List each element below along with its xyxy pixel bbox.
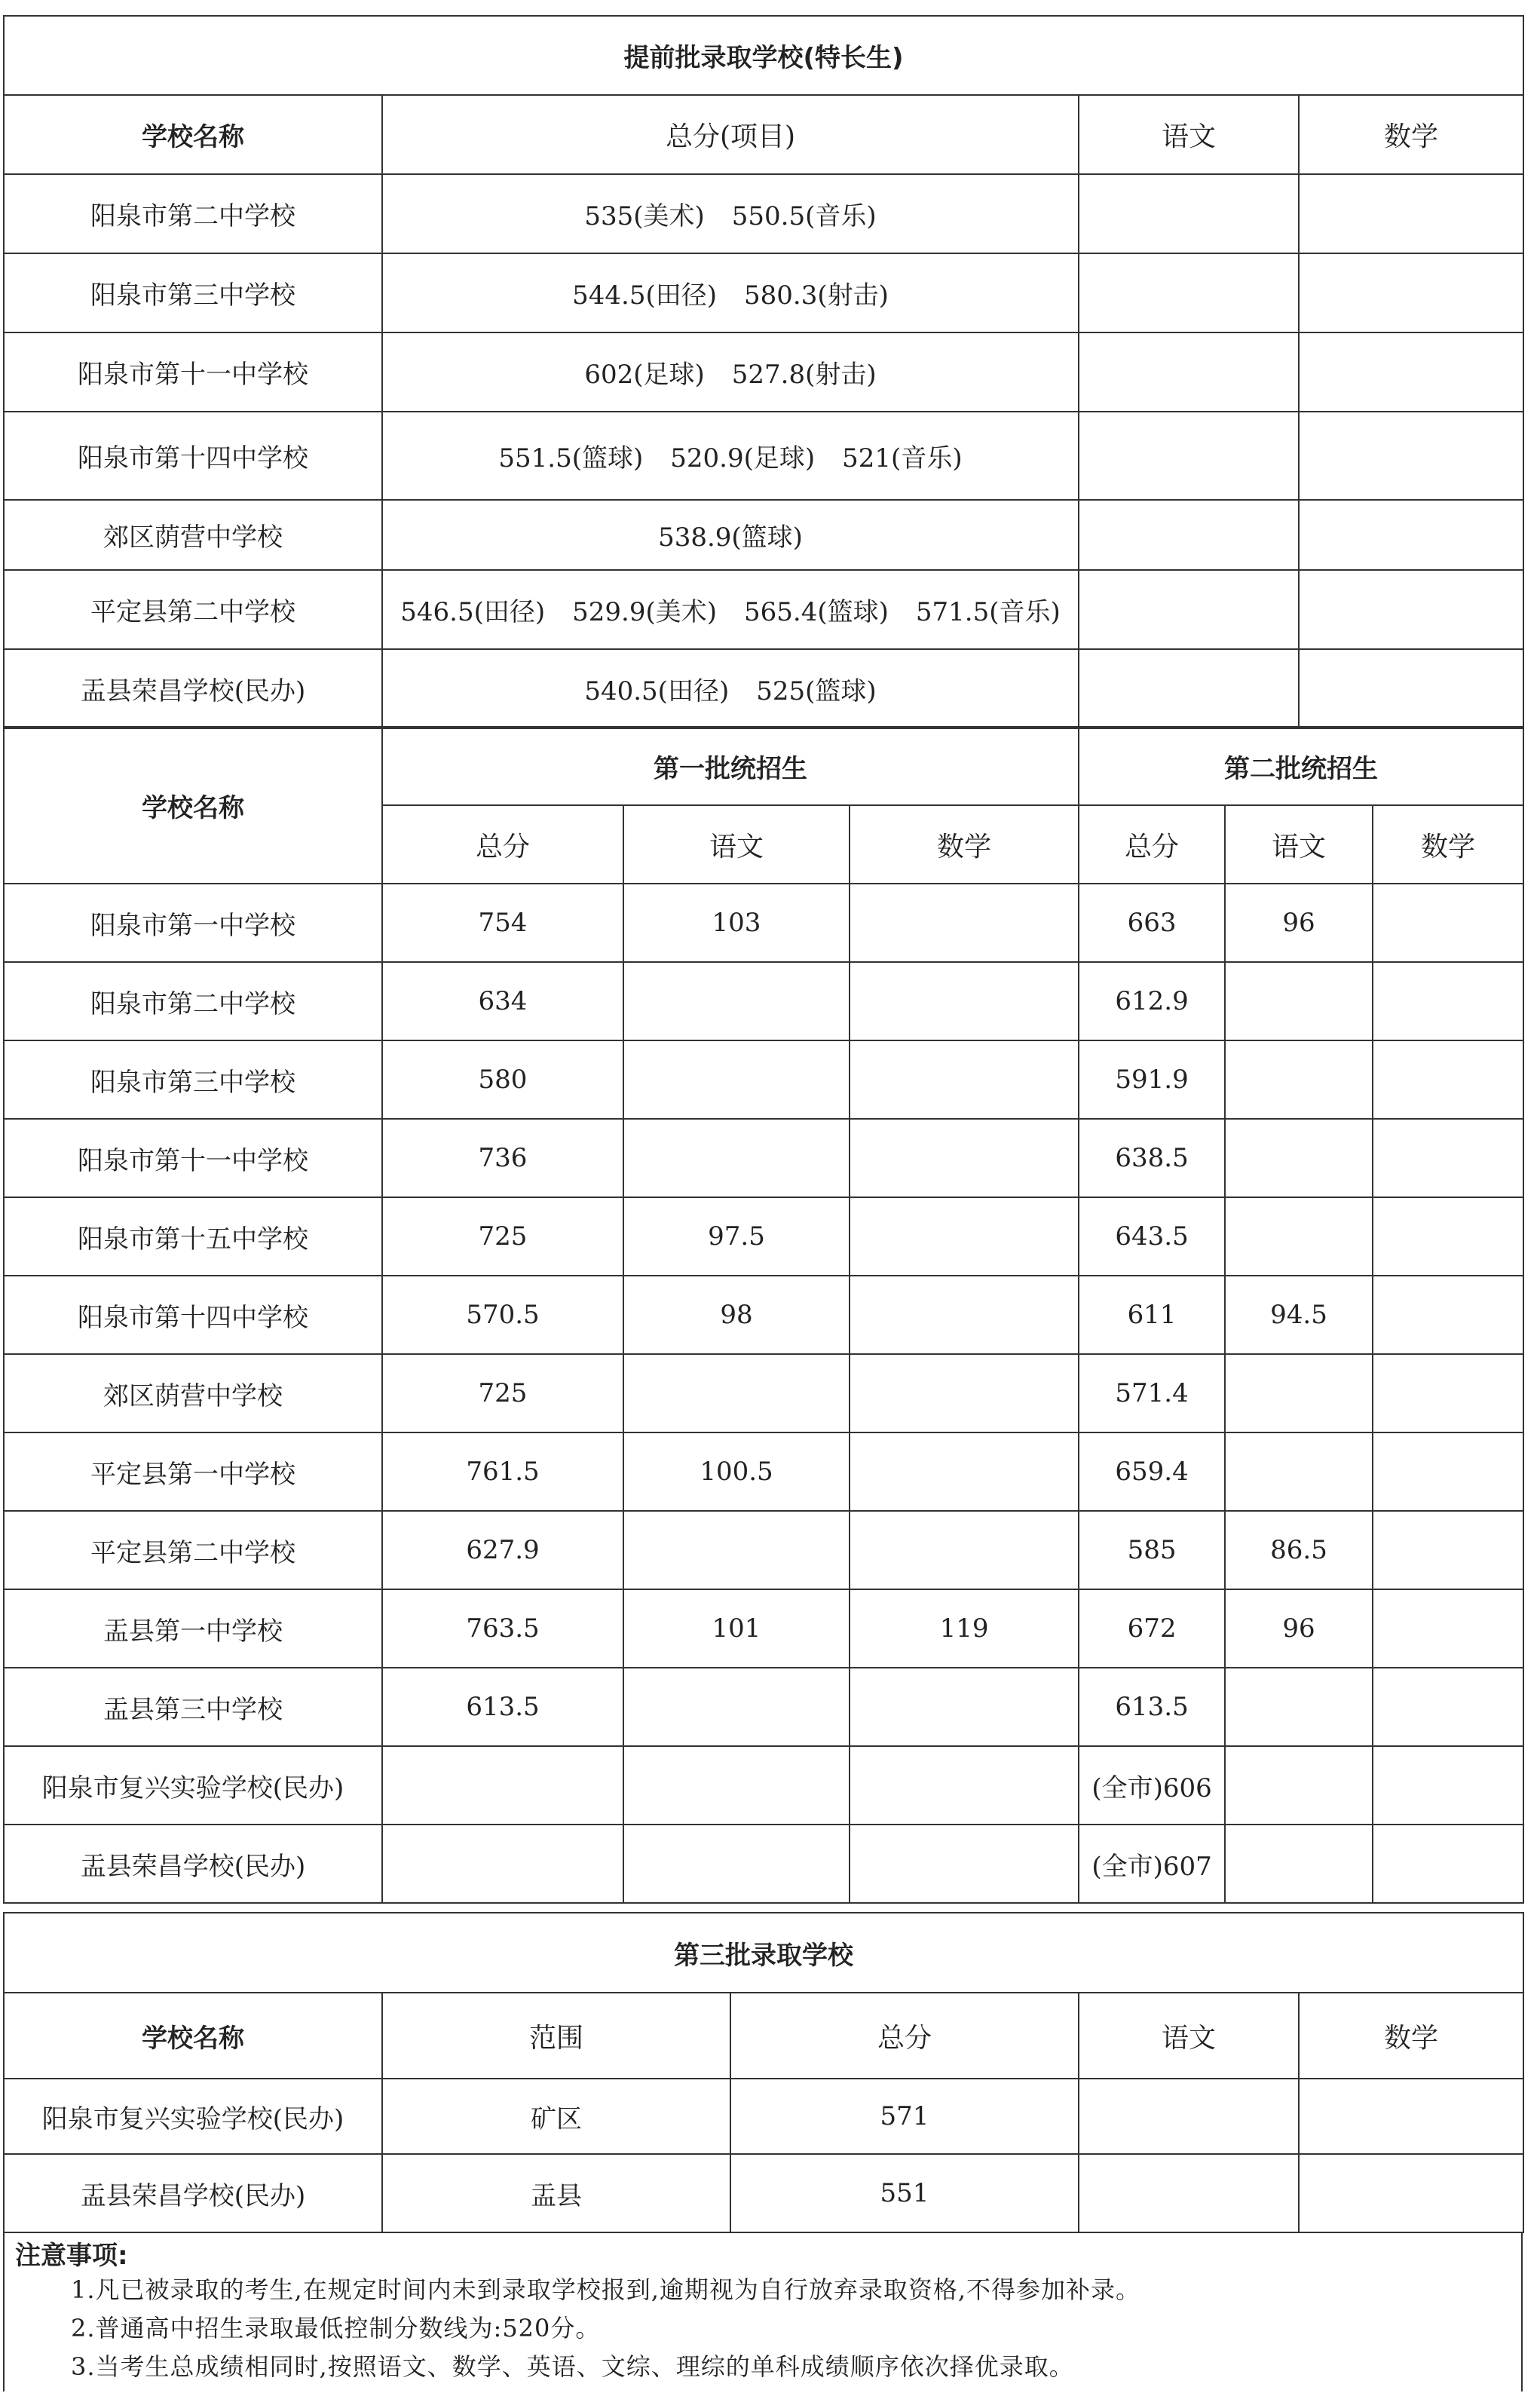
b1-math-cell (850, 1825, 1079, 1903)
b1-chinese-cell (623, 1119, 850, 1197)
math-cell (1299, 2154, 1523, 2232)
score-item: 571.5(音乐) (915, 597, 1061, 627)
header-school: 学校名称 (4, 95, 382, 174)
table-row (4, 1432, 1523, 1511)
school-name: 盂县荣昌学校(民办) (4, 1825, 382, 1903)
math-cell (1299, 500, 1523, 570)
b2-header-chinese: 语文 (1225, 805, 1373, 884)
score-item: 540.5(田径) (584, 676, 730, 706)
b1-math-cell (850, 1276, 1079, 1354)
score-cell (382, 500, 1079, 570)
b2-header-math: 数学 (1373, 805, 1523, 884)
table-row (4, 1276, 1523, 1354)
b2-total-cell: 643.5 (1079, 1197, 1225, 1276)
b1-math-cell (850, 1040, 1079, 1119)
score-cell (382, 253, 1079, 332)
b1-chinese-cell (623, 1825, 850, 1903)
score-cell (382, 649, 1079, 728)
school-name: 阳泉市第二中学校 (4, 174, 382, 253)
header-chinese: 语文 (1079, 1993, 1299, 2079)
section-title: 第三批录取学校 (4, 1913, 1523, 1993)
chinese-cell (1079, 412, 1299, 500)
b2-total-cell: 611 (1079, 1276, 1225, 1354)
regular-batch-table (3, 726, 1524, 1904)
b2-math-cell (1373, 1432, 1523, 1511)
b2-math-cell (1373, 884, 1523, 962)
header-scope: 范围 (382, 1993, 730, 2079)
b2-chinese-cell (1225, 962, 1373, 1040)
school-name: 阳泉市第十一中学校 (4, 1119, 382, 1197)
b1-total-cell: 627.9 (382, 1511, 623, 1589)
table-row (4, 1668, 1523, 1746)
b1-chinese-cell: 100.5 (623, 1432, 850, 1511)
b2-math-cell (1373, 1197, 1523, 1276)
score-item: 529.9(美术) (572, 597, 717, 627)
school-name: 阳泉市第十四中学校 (4, 412, 382, 500)
chinese-cell (1079, 2154, 1299, 2232)
b1-header-math: 数学 (850, 805, 1079, 884)
math-cell (1299, 332, 1523, 412)
b2-math-cell (1373, 1825, 1523, 1903)
header-total: 总分(项目) (382, 95, 1079, 174)
score-item: 544.5(田径) (572, 280, 717, 311)
note-item: 1.凡已被录取的考生,在规定时间内未到录取学校报到,逾期视为自行放弃录取资格,不得参加补录。 (71, 2275, 1141, 2304)
table-row (4, 1197, 1523, 1276)
table-row (4, 174, 1523, 253)
notes-title: 注意事项: (15, 2241, 128, 2271)
score-cell (382, 174, 1079, 253)
score-item: 602(足球) (584, 360, 705, 390)
b1-total-cell: 754 (382, 884, 623, 962)
b1-total-cell (382, 1825, 623, 1903)
header-math: 数学 (1299, 1993, 1523, 2079)
school-name: 盂县第三中学校 (4, 1668, 382, 1746)
math-cell (1299, 253, 1523, 332)
score-item: 520.9(足球) (670, 443, 816, 473)
b1-math-cell (850, 962, 1079, 1040)
b2-math-cell (1373, 1746, 1523, 1825)
score-item: 525(篮球) (756, 676, 877, 706)
scope-cell: 盂县 (382, 2154, 730, 2232)
third-batch-table (3, 1912, 1524, 2233)
b2-chinese-cell (1225, 1746, 1373, 1825)
school-cell: 阳泉市复兴实验学校(民办) (4, 2079, 382, 2154)
school-name: 阳泉市复兴实验学校(民办) (4, 1746, 382, 1825)
b2-chinese-cell: 96 (1225, 1589, 1373, 1668)
b2-total-cell: 613.5 (1079, 1668, 1225, 1746)
b2-math-cell (1373, 1511, 1523, 1589)
b1-chinese-cell (623, 1040, 850, 1119)
b1-math-cell (850, 1119, 1079, 1197)
table-row (4, 1589, 1523, 1668)
b2-math-cell (1373, 1040, 1523, 1119)
b2-math-cell (1373, 1668, 1523, 1746)
score-cell (382, 570, 1079, 649)
table-row (4, 412, 1523, 500)
note-item: 2.普通高中招生录取最低控制分数线为:520分。 (71, 2314, 601, 2342)
total-cell: 551 (730, 2154, 1079, 2232)
school-name: 阳泉市第二中学校 (4, 962, 382, 1040)
score-item: 580.3(射击) (744, 280, 889, 311)
b2-chinese-cell (1225, 1432, 1373, 1511)
school-name: 平定县第二中学校 (4, 1511, 382, 1589)
b1-chinese-cell (623, 1511, 850, 1589)
chinese-cell (1079, 649, 1299, 728)
b2-math-cell (1373, 1589, 1523, 1668)
b1-math-cell (850, 1197, 1079, 1276)
header-math: 数学 (1299, 95, 1523, 174)
score-item: 550.5(音乐) (731, 201, 877, 231)
batch2-title: 第二批统招生 (1079, 727, 1523, 805)
table-row (4, 500, 1523, 570)
school-name: 平定县第二中学校 (4, 570, 382, 649)
b2-header-total: 总分 (1079, 805, 1225, 884)
b1-chinese-cell (623, 962, 850, 1040)
chinese-cell (1079, 174, 1299, 253)
b1-math-cell (850, 1746, 1079, 1825)
school-name: 阳泉市第十一中学校 (4, 332, 382, 412)
b1-math-cell (850, 1354, 1079, 1432)
b2-total-cell: 585 (1079, 1511, 1225, 1589)
school-name: 郊区荫营中学校 (4, 500, 382, 570)
b1-chinese-cell: 97.5 (623, 1197, 850, 1276)
math-cell (1299, 649, 1523, 728)
b2-chinese-cell (1225, 1354, 1373, 1432)
b1-total-cell (382, 1746, 623, 1825)
chinese-cell (1079, 500, 1299, 570)
score-cell (382, 412, 1079, 500)
math-cell (1299, 570, 1523, 649)
school-name: 盂县荣昌学校(民办) (4, 649, 382, 728)
school-name: 阳泉市第三中学校 (4, 253, 382, 332)
b1-math-cell: 119 (850, 1589, 1079, 1668)
b1-total-cell: 736 (382, 1119, 623, 1197)
header-school: 学校名称 (4, 727, 382, 884)
b2-chinese-cell: 86.5 (1225, 1511, 1373, 1589)
b2-total-cell: (全市)606 (1079, 1746, 1225, 1825)
b2-total-cell: 638.5 (1079, 1119, 1225, 1197)
school-name: 盂县第一中学校 (4, 1589, 382, 1668)
total-cell: 571 (730, 2079, 1079, 2154)
b1-chinese-cell (623, 1746, 850, 1825)
b2-math-cell (1373, 1119, 1523, 1197)
b2-total-cell: 672 (1079, 1589, 1225, 1668)
table-row (4, 1354, 1523, 1432)
b1-total-cell: 580 (382, 1040, 623, 1119)
header-total: 总分 (730, 1993, 1079, 2079)
b1-chinese-cell (623, 1668, 850, 1746)
b1-total-cell: 763.5 (382, 1589, 623, 1668)
section-title: 提前批录取学校(特长生) (4, 16, 1523, 95)
b1-chinese-cell: 98 (623, 1276, 850, 1354)
b1-header-total: 总分 (382, 805, 623, 884)
school-name: 阳泉市第十五中学校 (4, 1197, 382, 1276)
batch1-title: 第一批统招生 (382, 727, 1079, 805)
b2-chinese-cell (1225, 1040, 1373, 1119)
table-row (4, 1511, 1523, 1589)
b2-total-cell: 571.4 (1079, 1354, 1225, 1432)
b1-math-cell (850, 884, 1079, 962)
table-row (4, 2079, 1523, 2154)
b1-chinese-cell: 103 (623, 884, 850, 962)
school-name: 阳泉市第三中学校 (4, 1040, 382, 1119)
table-row (4, 1825, 1523, 1903)
table-row (4, 962, 1523, 1040)
b1-chinese-cell (623, 1354, 850, 1432)
b2-total-cell: 612.9 (1079, 962, 1225, 1040)
b2-total-cell: 591.9 (1079, 1040, 1225, 1119)
b1-math-cell (850, 1668, 1079, 1746)
b2-chinese-cell: 94.5 (1225, 1276, 1373, 1354)
table-row (4, 253, 1523, 332)
math-cell (1299, 2079, 1523, 2154)
b2-math-cell (1373, 1276, 1523, 1354)
chinese-cell (1079, 332, 1299, 412)
b1-total-cell: 725 (382, 1354, 623, 1432)
table-row (4, 2154, 1523, 2232)
b1-total-cell: 761.5 (382, 1432, 623, 1511)
score-item: 565.4(篮球) (744, 597, 889, 627)
b2-math-cell (1373, 962, 1523, 1040)
b1-total-cell: 570.5 (382, 1276, 623, 1354)
table-row (4, 1040, 1523, 1119)
table-row (4, 884, 1523, 962)
b1-math-cell (850, 1432, 1079, 1511)
b2-math-cell (1373, 1354, 1523, 1432)
table-row (4, 570, 1523, 649)
header-chinese: 语文 (1079, 95, 1299, 174)
b1-total-cell: 725 (382, 1197, 623, 1276)
b1-total-cell: 613.5 (382, 1668, 623, 1746)
special-talent-table (3, 15, 1524, 729)
b2-chinese-cell (1225, 1668, 1373, 1746)
score-item: 551.5(篮球) (498, 443, 644, 473)
b2-total-cell: 659.4 (1079, 1432, 1225, 1511)
school-name: 平定县第一中学校 (4, 1432, 382, 1511)
b2-chinese-cell (1225, 1825, 1373, 1903)
score-item: 538.9(篮球) (658, 522, 803, 553)
table-row (4, 649, 1523, 728)
chinese-cell (1079, 570, 1299, 649)
b2-chinese-cell: 96 (1225, 884, 1373, 962)
chinese-cell (1079, 2079, 1299, 2154)
b1-math-cell (850, 1511, 1079, 1589)
b2-total-cell: (全市)607 (1079, 1825, 1225, 1903)
table-row (4, 1119, 1523, 1197)
score-cell (382, 332, 1079, 412)
score-item: 535(美术) (584, 201, 705, 231)
b1-chinese-cell: 101 (623, 1589, 850, 1668)
b1-total-cell: 634 (382, 962, 623, 1040)
math-cell (1299, 174, 1523, 253)
school-name: 阳泉市第十四中学校 (4, 1276, 382, 1354)
notes-section (3, 2233, 1523, 2391)
school-name: 郊区荫营中学校 (4, 1354, 382, 1432)
note-item: 3.当考生总成绩相同时,按照语文、数学、英语、文综、理综的单科成绩顺序依次择优录取。 (71, 2352, 1074, 2381)
math-cell (1299, 412, 1523, 500)
table-row (4, 332, 1523, 412)
b2-chinese-cell (1225, 1119, 1373, 1197)
school-cell: 盂县荣昌学校(民办) (4, 2154, 382, 2232)
school-name: 阳泉市第一中学校 (4, 884, 382, 962)
score-item: 546.5(田径) (400, 597, 546, 627)
b2-chinese-cell (1225, 1197, 1373, 1276)
b1-header-chinese: 语文 (623, 805, 850, 884)
scope-cell: 矿区 (382, 2079, 730, 2154)
b2-total-cell: 663 (1079, 884, 1225, 962)
chinese-cell (1079, 253, 1299, 332)
table-row (4, 1746, 1523, 1825)
score-item: 521(音乐) (842, 443, 963, 473)
header-school: 学校名称 (4, 1993, 382, 2079)
score-item: 527.8(射击) (731, 360, 877, 390)
